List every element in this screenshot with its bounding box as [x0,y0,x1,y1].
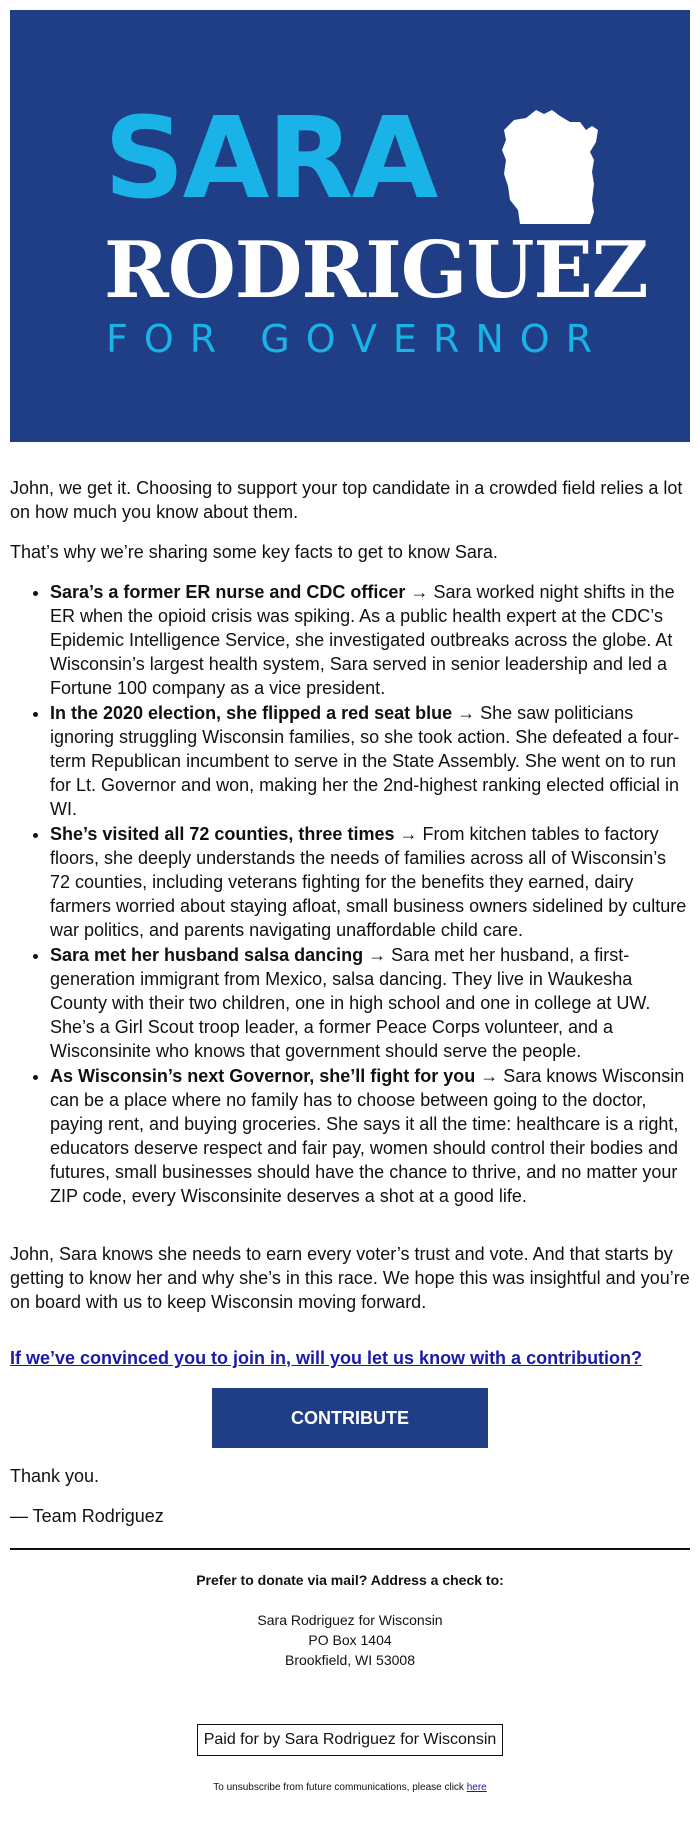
thank-you-text: Thank you. [10,1466,100,1486]
email-footer [10,1570,690,1794]
message-content [10,476,690,1528]
unsubscribe-text: To unsubscribe from future communications, please click [213,1782,467,1793]
fact-text: → From kitchen tables to factory floors, she deeply understands the needs of families across all of Wisconsin’s 72 counties, including veterans fighting for the benefits they earned, dairy farmers worried about staying afloat, small business owners sidelined by culture war politics, and parents navigating unaffordable child care. [50,824,687,940]
key-facts-list [10,580,690,1208]
logo-office: FOR GOVERNOR [106,317,609,361]
fact-lead: In the 2020 election, she flipped a red seat blue [50,703,453,723]
paid-for-disclaimer: Paid for by Sara Rodriguez for Wisconsin [197,1724,504,1756]
intro-paragraph-1: John, we get it. Choosing to support your top candidate in a crowded field relies a lot on how much you know about them. [10,478,683,522]
signoff-text: — Team Rodriguez [10,1506,164,1526]
list-item [50,1064,690,1208]
list-item [50,943,690,1063]
list-item [50,822,690,942]
address-line: Brookfield, WI 53008 [285,1652,415,1668]
unsubscribe-line [10,1782,690,1794]
address-line: Sara Rodriguez for Wisconsin [257,1612,443,1628]
wisconsin-state-icon [500,100,610,230]
fact-lead: Sara’s a former ER nurse and CDC officer [50,582,406,602]
fact-text: → Sara knows Wisconsin can be a place where no family has to choose between going to the doctor, paying rent, and buying groceries. She says it all the time: healthcare is a right, educators deserve respect and fair pay, women should control their bodies and futures, small businesses should have the chance to thrive, and no matter your ZIP code, every Wisconsinite deserves a shot at a good life. [50,1066,685,1206]
list-item [50,701,690,821]
mail-donation-heading: Prefer to donate via mail? Address a check to: [196,1572,504,1588]
footer-divider [10,1548,690,1550]
fact-text: → She saw politicians ignoring struggling Wisconsin families, so she took action. She defeated a four-term Republican incumbent to serve in the State Assembly. She went on to run for Lt. Governor and won, making her the 2nd-highest ranking elected official in WI. [50,703,680,819]
logo-last-name: RODRIGUEZ [104,225,648,316]
logo-first-name: SARA [104,94,437,224]
mailing-address [10,1610,690,1670]
fact-lead: As Wisconsin’s next Governor, she’ll fight for you [50,1066,476,1086]
disclaimer-row [10,1724,690,1756]
unsubscribe-link[interactable]: here [466,1782,487,1793]
contribute-button[interactable]: CONTRIBUTE [212,1388,488,1448]
email-body [10,10,690,1794]
campaign-banner [10,10,690,442]
intro-paragraph-2: That’s why we’re sharing some key facts to get to know Sara. [10,542,498,562]
list-item [50,580,690,700]
address-line: PO Box 1404 [308,1632,392,1648]
closing-paragraph: John, Sara knows she needs to earn every voter’s trust and vote. And that starts by getting to know her and why she’s in this race. We hope this was insightful and you’re on board with us to keep Wisconsin moving forward. [10,1244,690,1312]
fact-lead: Sara met her husband salsa dancing [50,945,364,965]
fact-lead: She’s visited all 72 counties, three times [50,824,395,844]
contribution-link[interactable]: If we’ve convinced you to join in, will you let us know with a contribution? [10,1348,643,1368]
button-row [10,1388,690,1448]
fact-text: → Sara worked night shifts in the ER when the opioid crisis was spiking. As a public health expert at the CDC’s Epidemic Intelligence Service, she investigated outbreaks across the globe. At Wisconsin’s largest health system, Sara served in senior leadership and led a Fortune 100 company as a vice president. [50,582,675,698]
fact-text: → Sara met her husband, a first-generation immigrant from Mexico, salsa dancing. They live in Waukesha County with their two children, one in high school and one in college at UW. She’s a Girl Scout troop leader, a former Peace Corps volunteer, and a Wisconsinite who knows that government should serve the people. [50,945,651,1061]
